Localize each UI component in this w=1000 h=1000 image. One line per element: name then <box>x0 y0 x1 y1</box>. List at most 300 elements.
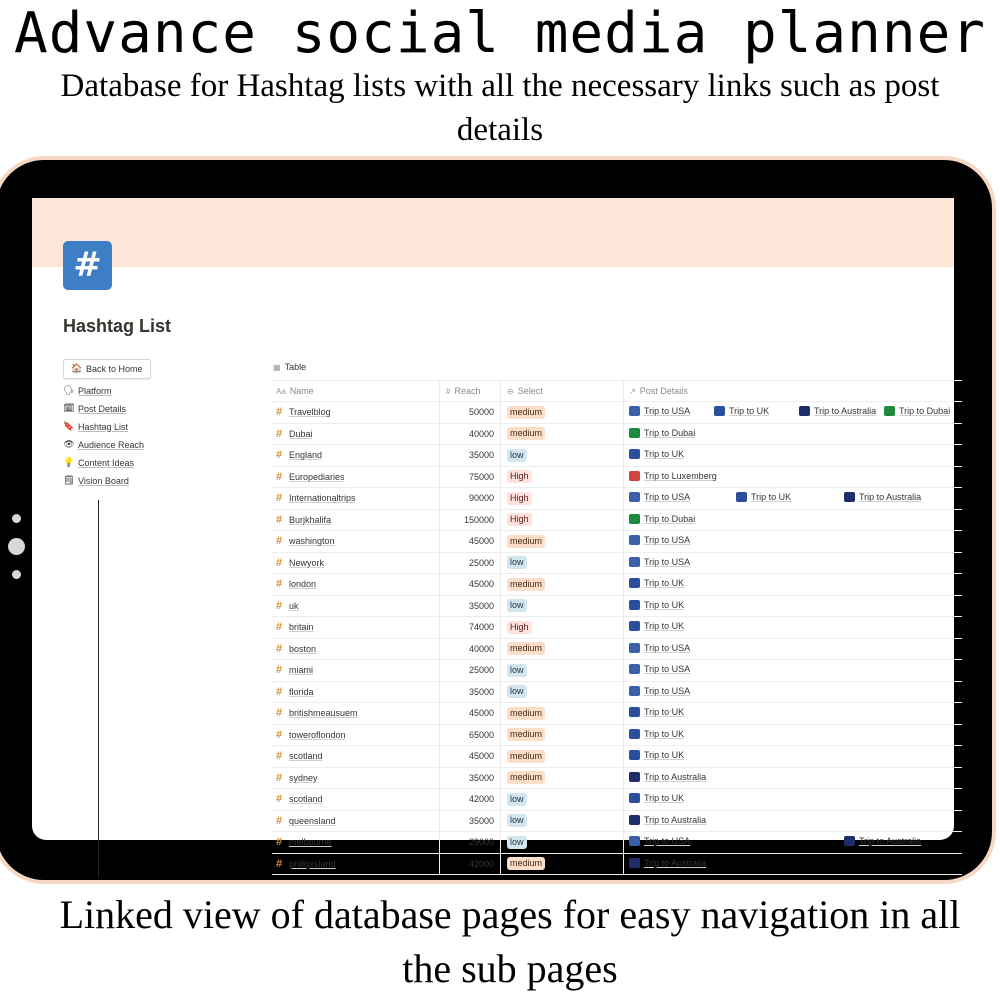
cell-select[interactable] <box>501 488 624 509</box>
flag-icon <box>629 428 640 438</box>
post-link-label: Trip to UK <box>644 578 685 588</box>
cell-reach[interactable]: 35000 <box>440 682 501 703</box>
flag-icon <box>714 406 725 416</box>
table-header <box>272 380 962 402</box>
cell-select[interactable] <box>501 424 624 445</box>
post-link[interactable] <box>629 707 684 717</box>
cell-name[interactable] <box>272 768 440 789</box>
hashtag-icon: # <box>276 470 283 483</box>
hashtag-icon: # <box>276 814 283 827</box>
cell-name[interactable] <box>272 832 440 853</box>
post-link[interactable] <box>844 836 921 846</box>
cell-reach[interactable]: 42000 <box>440 789 501 810</box>
table-row[interactable] <box>272 789 962 811</box>
cell-select[interactable] <box>501 617 624 638</box>
cell-reach[interactable]: 75000 <box>440 467 501 488</box>
nav-icon: 🗒 <box>63 475 75 485</box>
cell-post-details[interactable] <box>624 703 962 724</box>
cell-name[interactable] <box>272 811 440 832</box>
nav-icon: 💡 <box>63 457 75 467</box>
cell-name[interactable] <box>272 682 440 703</box>
cell-name[interactable] <box>272 617 440 638</box>
select-tag: low <box>507 685 527 698</box>
cell-select[interactable] <box>501 510 624 531</box>
column-header-name[interactable] <box>272 381 440 401</box>
post-link[interactable] <box>629 471 717 481</box>
flag-icon <box>629 707 640 717</box>
select-tag: low <box>507 814 527 827</box>
cell-post-details[interactable] <box>624 467 962 488</box>
cell-reach[interactable]: 45000 <box>440 531 501 552</box>
flag-icon <box>629 729 640 739</box>
cell-post-details[interactable] <box>624 402 962 423</box>
cell-select[interactable] <box>501 467 624 488</box>
tab-table-label: Table <box>284 362 307 372</box>
cell-select[interactable] <box>501 639 624 660</box>
select-tag: High <box>507 621 532 634</box>
table-row[interactable] <box>272 660 962 682</box>
hashtag-name[interactable]: scotland <box>289 751 323 762</box>
post-link-label: Trip to USA <box>644 406 691 416</box>
flag-icon <box>629 858 640 868</box>
hashtag-icon: # <box>276 793 283 806</box>
post-link-label: Trip to Dubai <box>644 427 696 438</box>
post-link[interactable] <box>844 492 921 502</box>
cell-select[interactable] <box>501 596 624 617</box>
cell-reach[interactable]: 65000 <box>440 725 501 746</box>
hashtag-icon: # <box>276 664 283 677</box>
cell-name[interactable] <box>272 510 440 531</box>
cell-post-details[interactable] <box>624 789 962 810</box>
cell-select[interactable] <box>501 811 624 832</box>
back-to-home-label: Back to Home <box>86 363 143 374</box>
cell-name[interactable] <box>272 488 440 509</box>
hashtag-name[interactable]: Travelblog <box>289 407 331 418</box>
cell-reach[interactable]: 90000 <box>440 488 501 509</box>
cell-reach[interactable]: 29000 <box>440 832 501 853</box>
hashtag-icon: # <box>276 427 283 440</box>
post-link-label: Trip to USA <box>644 642 691 653</box>
flag-icon <box>736 492 747 502</box>
table-row[interactable] <box>272 617 962 639</box>
hashtag-icon: # <box>276 599 283 612</box>
bottom-caption: Linked view of database pages for easy navigation in all the sub pages <box>59 892 961 991</box>
hashtag-icon: # <box>276 513 283 526</box>
table-row[interactable] <box>272 445 962 467</box>
post-link[interactable] <box>629 750 684 760</box>
select-tag: medium <box>507 771 545 784</box>
cell-select[interactable] <box>501 789 624 810</box>
cell-post-details[interactable] <box>624 617 962 638</box>
sidebar-item-label: Hashtag List <box>78 421 129 432</box>
flag-icon <box>629 406 640 416</box>
select-tag: low <box>507 449 527 462</box>
nav-icon: 🗓 <box>63 403 75 413</box>
select-tag: medium <box>507 427 545 440</box>
post-link-label: Trip to UK <box>751 492 792 502</box>
flag-icon <box>629 449 640 459</box>
hashtag-name[interactable]: miami <box>289 665 313 676</box>
table-row[interactable] <box>272 639 962 661</box>
hashtag-name[interactable]: England <box>289 450 323 461</box>
hashtag-name[interactable]: Dubai <box>289 428 313 439</box>
column-header-reach[interactable] <box>440 381 501 401</box>
column-post-label: Post Details <box>639 386 688 396</box>
table-row[interactable] <box>272 553 962 575</box>
cell-post-details[interactable] <box>624 832 962 853</box>
hashtag-name[interactable]: queensland <box>289 815 336 826</box>
post-link[interactable] <box>629 492 690 502</box>
table-row[interactable] <box>272 832 962 854</box>
camera-dot <box>8 538 25 555</box>
post-link[interactable] <box>629 729 684 739</box>
cell-reach[interactable]: 45000 <box>440 746 501 767</box>
post-link[interactable] <box>629 858 706 868</box>
cell-post-details[interactable] <box>624 488 962 509</box>
column-header-select[interactable] <box>501 381 624 401</box>
cell-reach[interactable]: 45000 <box>440 703 501 724</box>
hashtag-name[interactable]: Europediaries <box>289 471 345 482</box>
post-link[interactable] <box>799 406 876 416</box>
cell-post-details[interactable] <box>624 531 962 552</box>
post-link[interactable] <box>629 836 690 846</box>
headline: Advance social media planner <box>13 1 986 66</box>
cell-name[interactable] <box>272 789 440 810</box>
hashtag-name[interactable]: florida <box>289 686 314 697</box>
flag-icon <box>629 750 640 760</box>
table-row[interactable] <box>272 725 962 747</box>
post-link[interactable] <box>629 535 690 545</box>
select-tag: low <box>507 556 527 569</box>
hash-icon[interactable]: # <box>63 241 112 290</box>
cell-select[interactable] <box>501 682 624 703</box>
table-row[interactable] <box>272 510 962 532</box>
subline: Database for Hashtag lists with all the necessary links such as post details <box>60 68 940 148</box>
nav-icon: 🗣 <box>63 385 75 395</box>
home-icon: 🏠 <box>71 363 83 373</box>
post-link-label: Trip to UK <box>644 728 685 739</box>
table-row[interactable] <box>272 682 962 704</box>
back-to-home-button[interactable] <box>63 359 151 379</box>
cell-select[interactable] <box>501 832 624 853</box>
post-link-label: Trip to Australia <box>644 814 707 825</box>
cell-name[interactable] <box>272 574 440 595</box>
cell-post-details[interactable] <box>624 725 962 746</box>
post-link[interactable] <box>629 578 684 588</box>
post-link-label: Trip to UK <box>729 406 770 416</box>
post-link[interactable] <box>736 492 791 502</box>
flag-icon <box>629 557 640 567</box>
post-link-label: Trip to UK <box>644 621 685 631</box>
table-row[interactable] <box>272 531 962 553</box>
connector-line <box>98 500 99 878</box>
post-link-label: Trip to Australia <box>859 492 922 502</box>
post-link-label: Trip to USA <box>644 492 691 502</box>
flag-icon <box>844 836 855 846</box>
hashtag-icon: # <box>276 449 283 462</box>
cell-select[interactable] <box>501 746 624 767</box>
select-tag: medium <box>507 707 545 720</box>
post-link[interactable] <box>629 449 684 459</box>
post-link[interactable] <box>629 643 690 653</box>
cell-post-details[interactable] <box>624 660 962 681</box>
flag-icon <box>629 793 640 803</box>
select-tag: low <box>507 599 527 612</box>
page-cover <box>32 198 954 267</box>
flag-icon <box>629 815 640 825</box>
text-icon: Aa <box>276 386 286 396</box>
sidebar-item-vision-board[interactable] <box>63 472 243 490</box>
post-link[interactable] <box>629 772 706 782</box>
select-tag: medium <box>507 857 545 870</box>
post-link[interactable] <box>629 686 690 696</box>
hashtag-icon: # <box>276 621 283 634</box>
sidebar-item-post-details[interactable] <box>63 400 243 418</box>
select-tag: medium <box>507 642 545 655</box>
cell-reach[interactable]: 35000 <box>440 596 501 617</box>
select-tag: medium <box>507 406 545 419</box>
cell-select[interactable] <box>501 574 624 595</box>
sidebar-item-hashtag-list[interactable] <box>63 418 243 436</box>
table-row[interactable] <box>272 402 962 424</box>
cell-select[interactable] <box>501 703 624 724</box>
cell-reach[interactable]: 40000 <box>440 424 501 445</box>
table-row[interactable] <box>272 811 962 833</box>
table-row[interactable] <box>272 574 962 596</box>
post-link[interactable] <box>629 557 690 567</box>
hashtag-icon: # <box>276 492 283 505</box>
hashtag-icon: # <box>276 578 283 591</box>
hashtag-name[interactable]: Newyork <box>289 557 325 568</box>
hashtag-icon: # <box>276 556 283 569</box>
cell-name[interactable] <box>272 596 440 617</box>
cell-reach[interactable]: 45000 <box>440 574 501 595</box>
flag-icon <box>629 643 640 653</box>
post-link[interactable] <box>629 428 695 438</box>
cell-post-details[interactable] <box>624 811 962 832</box>
hashtag-name[interactable]: uk <box>289 600 299 611</box>
flag-icon <box>629 492 640 502</box>
hashtag-name[interactable]: washington <box>289 536 335 547</box>
select-tag: low <box>507 664 527 677</box>
hashtag-icon: # <box>276 642 283 655</box>
hashtag-icon: # <box>276 750 283 763</box>
cell-reach[interactable]: 42000 <box>440 854 501 875</box>
hashtag-icon: # <box>276 685 283 698</box>
post-link-label: Trip to Australia <box>644 771 707 782</box>
post-link-label: Trip to UK <box>644 707 685 717</box>
cell-reach[interactable]: 35000 <box>440 768 501 789</box>
cell-reach[interactable]: 35000 <box>440 811 501 832</box>
hashtag-name[interactable]: london <box>289 579 317 590</box>
cell-reach[interactable]: 25000 <box>440 660 501 681</box>
post-link[interactable] <box>629 815 706 825</box>
cell-post-details[interactable] <box>624 682 962 703</box>
relation-icon: ↗ <box>629 386 636 396</box>
hashtag-name[interactable]: toweroflondon <box>289 729 346 740</box>
cell-post-details[interactable] <box>624 768 962 789</box>
number-icon: # <box>446 386 451 396</box>
flag-icon <box>884 406 895 416</box>
hashtag-name[interactable]: Burjkhalifa <box>289 514 332 525</box>
cell-name[interactable] <box>272 531 440 552</box>
hashtag-icon: # <box>276 857 283 870</box>
post-link-label: Trip to Australia <box>859 836 922 846</box>
hashtag-name[interactable]: melbourne <box>289 837 332 848</box>
hashtag-name[interactable]: britain <box>289 622 314 633</box>
sidebar-nav <box>63 358 243 490</box>
cell-name[interactable] <box>272 639 440 660</box>
post-link[interactable] <box>714 406 769 416</box>
post-link[interactable] <box>629 664 690 674</box>
post-link-label: Trip to Australia <box>814 406 877 416</box>
post-link-label: Trip to UK <box>644 750 685 760</box>
page-title: Hashtag List <box>63 316 172 336</box>
flag-icon <box>799 406 810 416</box>
flag-icon <box>844 492 855 502</box>
post-link-label: Trip to Dubai <box>644 513 696 524</box>
table-row[interactable] <box>272 746 962 768</box>
flag-icon <box>629 514 640 524</box>
post-link-label: Trip to UK <box>644 599 685 610</box>
post-link-label: Trip to UK <box>644 449 685 459</box>
sidebar-item-content-ideas[interactable] <box>63 454 243 472</box>
flag-icon <box>629 772 640 782</box>
table-icon: ▦ <box>273 362 281 372</box>
select-tag: High <box>507 492 532 505</box>
select-tag: medium <box>507 750 545 763</box>
cell-name[interactable] <box>272 402 440 423</box>
hashtag-icon: # <box>276 771 283 784</box>
cell-select[interactable] <box>501 445 624 466</box>
cell-select[interactable] <box>501 768 624 789</box>
sensor-dot <box>12 570 21 579</box>
table-row[interactable] <box>272 596 962 618</box>
post-link[interactable] <box>629 514 695 524</box>
post-link-label: Trip to Australia <box>644 857 707 868</box>
cell-post-details[interactable] <box>624 746 962 767</box>
column-header-post-details[interactable] <box>624 381 962 401</box>
cell-post-details[interactable] <box>624 854 962 875</box>
sidebar-item-platform[interactable] <box>63 382 243 400</box>
cell-post-details[interactable] <box>624 445 962 466</box>
cell-reach[interactable]: 25000 <box>440 553 501 574</box>
post-link[interactable] <box>884 406 950 416</box>
select-tag: High <box>507 470 532 483</box>
flag-icon <box>629 600 640 610</box>
cell-post-details[interactable] <box>624 639 962 660</box>
table-row[interactable] <box>272 703 962 725</box>
flag-icon <box>629 471 640 481</box>
cell-name[interactable] <box>272 703 440 724</box>
sidebar-item-label: Audience Reach <box>78 439 145 450</box>
select-icon: ⊖ <box>507 386 514 396</box>
cell-reach[interactable]: 150000 <box>440 510 501 531</box>
select-tag: low <box>507 793 527 806</box>
cell-post-details[interactable] <box>624 574 962 595</box>
sidebar-item-audience-reach[interactable] <box>63 436 243 454</box>
column-name-label: Name <box>289 386 314 396</box>
cell-post-details[interactable] <box>624 424 962 445</box>
cell-name[interactable] <box>272 467 440 488</box>
cell-reach[interactable]: 74000 <box>440 617 501 638</box>
post-link-label: Trip to USA <box>644 836 691 846</box>
hashtag-name[interactable]: sydney <box>289 772 318 783</box>
tablet-frame <box>0 160 992 880</box>
flag-icon <box>629 664 640 674</box>
sidebar-item-label: Vision Board <box>78 475 129 486</box>
hashtag-name[interactable]: britishmeausuem <box>289 708 358 719</box>
hashtag-icon: # <box>276 728 283 741</box>
flag-icon <box>629 686 640 696</box>
cell-post-details[interactable] <box>624 596 962 617</box>
cell-select[interactable] <box>501 402 624 423</box>
sidebar-item-label: Content Ideas <box>78 457 135 468</box>
column-reach-label: Reach <box>454 386 481 396</box>
hashtag-name[interactable]: Internationaltrips <box>289 493 356 504</box>
post-link-label: Trip to Dubai <box>899 406 951 416</box>
post-link[interactable] <box>629 600 684 610</box>
hashtag-name[interactable]: phillipisland <box>289 858 336 869</box>
hashtag-icon: # <box>276 707 283 720</box>
flag-icon <box>629 535 640 545</box>
table-row[interactable] <box>272 768 962 790</box>
nav-icon: 👁 <box>63 439 75 449</box>
table-row[interactable] <box>272 854 962 876</box>
cell-name[interactable] <box>272 424 440 445</box>
cell-reach[interactable]: 40000 <box>440 639 501 660</box>
cell-name[interactable] <box>272 553 440 574</box>
post-link[interactable] <box>629 793 684 803</box>
post-link-label: Trip to USA <box>644 664 691 674</box>
cell-name[interactable] <box>272 746 440 767</box>
cell-reach[interactable]: 35000 <box>440 445 501 466</box>
flag-icon <box>629 578 640 588</box>
cell-name[interactable] <box>272 854 440 875</box>
post-link[interactable] <box>629 406 690 416</box>
table-row[interactable] <box>272 467 962 489</box>
cell-select[interactable] <box>501 725 624 746</box>
cell-select[interactable] <box>501 854 624 875</box>
select-tag: medium <box>507 535 545 548</box>
sidebar-item-label: Platform <box>78 385 112 396</box>
cell-select[interactable] <box>501 660 624 681</box>
cell-select[interactable] <box>501 531 624 552</box>
select-tag: medium <box>507 728 545 741</box>
post-link[interactable] <box>629 621 684 631</box>
hashtag-icon: # <box>276 836 283 849</box>
table-row[interactable] <box>272 488 962 510</box>
post-link-label: Trip to USA <box>644 556 691 567</box>
notion-screen <box>32 198 954 870</box>
cell-post-details[interactable] <box>624 510 962 531</box>
cell-select[interactable] <box>501 553 624 574</box>
hashtag-database <box>272 380 962 875</box>
hashtag-name[interactable]: scotland <box>289 794 323 805</box>
tab-table-view[interactable] <box>273 362 306 372</box>
table-row[interactable] <box>272 424 962 446</box>
cell-name[interactable] <box>272 445 440 466</box>
hashtag-icon: # <box>276 406 283 419</box>
column-select-label: Select <box>517 386 543 396</box>
cell-name[interactable] <box>272 725 440 746</box>
cell-name[interactable] <box>272 660 440 681</box>
post-link-label: Trip to Luxemberg <box>644 470 717 481</box>
cell-post-details[interactable] <box>624 553 962 574</box>
post-link-label: Trip to USA <box>644 685 691 696</box>
cell-reach[interactable]: 50000 <box>440 402 501 423</box>
hashtag-name[interactable]: boston <box>289 643 317 654</box>
